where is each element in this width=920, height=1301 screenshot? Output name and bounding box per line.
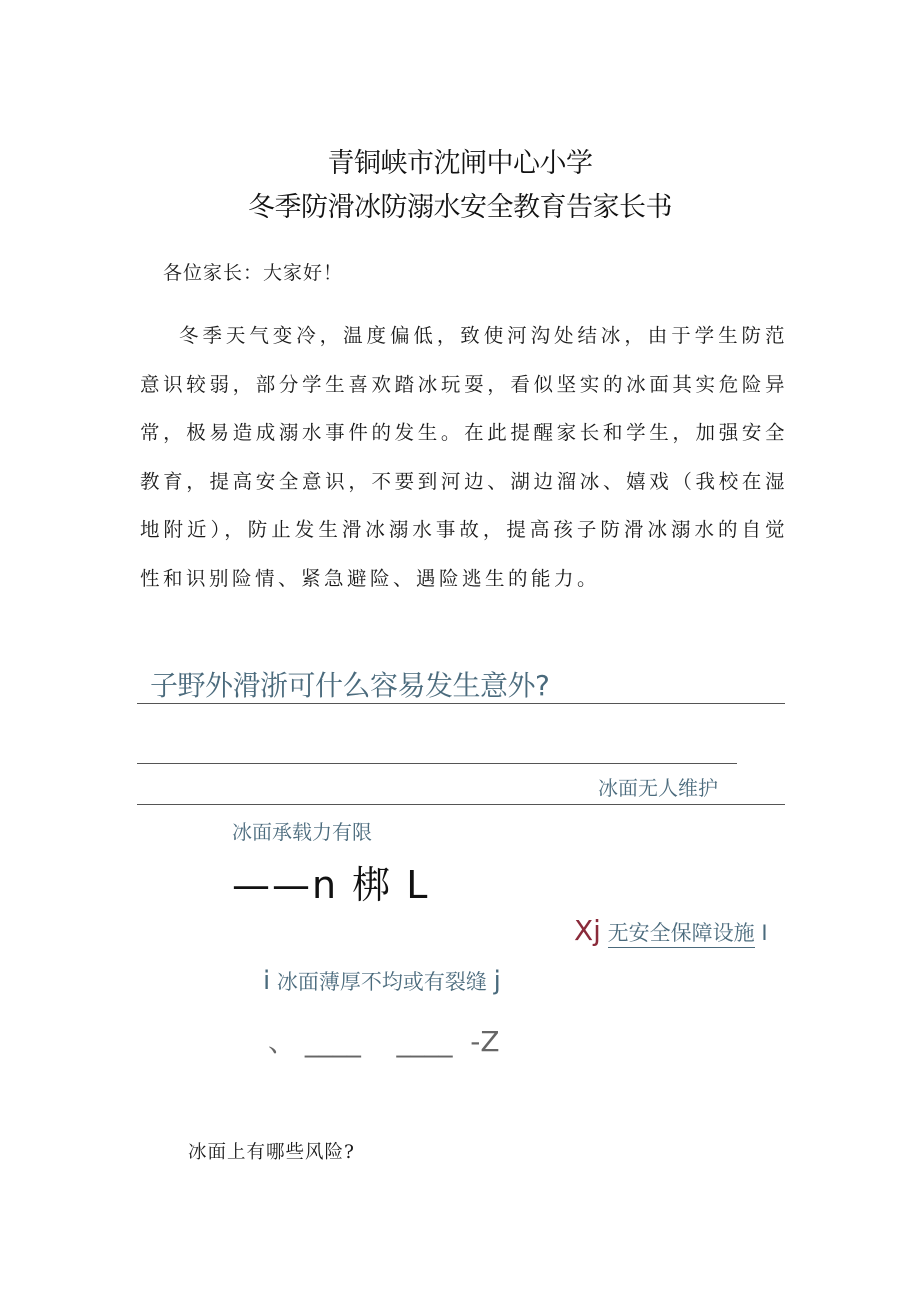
divider-line (137, 763, 737, 764)
divider-line (137, 804, 785, 805)
reason-prefix: i (263, 966, 271, 996)
reason-suffix: j (493, 966, 501, 996)
school-name: 青铜峡市沈闸中心小学 (327, 148, 593, 179)
reason-no-safety-facilities (574, 914, 768, 947)
letter-body: 冬季天气变冷，温度偏低，致使河沟处结冰，由于学生防范意识较弱，部分学生喜欢踏冰玩耍，看似坚实的冰面其实危险异常，极易造成溺水事件的发生。在此提醒家长和学生，加强安全教育，提高安全意识，不要到河边、湖边溜冰、嬉戏（我校在湿地附近），防止发生滑冰溺水事故，提高孩子防滑冰溺水的自觉性和识别险情、紧急避险、遇险逃生的能力。 (140, 324, 788, 590)
reason-label: 冰面薄厚不均或有裂缝 (276, 970, 487, 994)
garbled-text: ——n 梆 L (232, 863, 430, 907)
trailing-marks: 、 ____ ____ -Z (268, 1025, 500, 1058)
reason-uneven-ice (263, 966, 501, 996)
section-question-risks: 冰面上有哪些风险? (188, 1142, 355, 1163)
section-question-heading: 子野外滑浙可什么容易发生意外? (150, 669, 550, 702)
greeting: 各位家长：大家好！ (163, 262, 344, 284)
reason-limited-capacity: 冰面承载力有限 (232, 820, 372, 844)
divider-line (137, 703, 785, 704)
document-title: 冬季防滑冰防溺水安全教育告家长书 (248, 192, 672, 223)
reason-suffix: I (761, 921, 768, 945)
reason-prefix: Xj (574, 914, 601, 947)
reason-label: 无安全保障设施 (608, 921, 755, 948)
reason-no-maintenance: 冰面无人维护 (598, 776, 718, 800)
